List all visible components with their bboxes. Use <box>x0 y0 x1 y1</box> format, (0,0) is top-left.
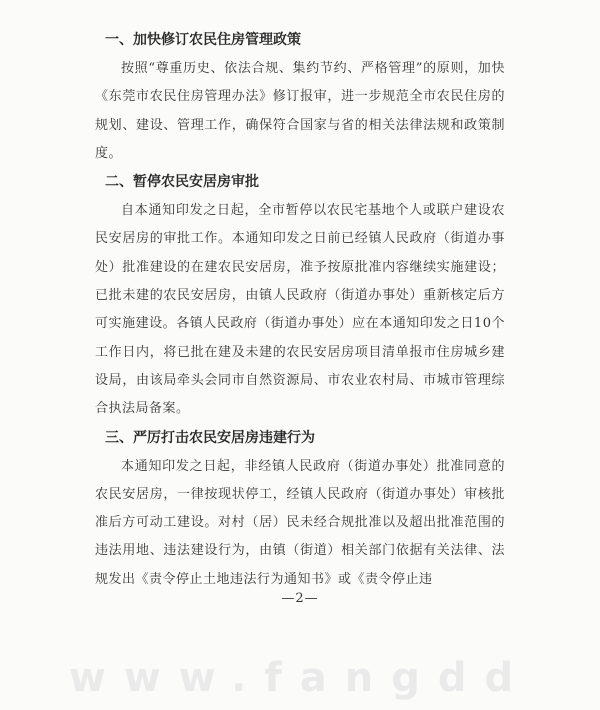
section-heading-1: 一、加快修订农民住房管理政策 <box>105 32 301 48</box>
section-heading-3: 三、严厉打击农民安居房违建行为 <box>105 429 315 446</box>
document-body <box>95 26 505 594</box>
section-paragraph-3: 本通知印发之日起，非经镇人民政府（街道办事处）批准同意的农民安居房，一律按现状停工，经镇人民政府（街道办事处）审核批准后方可动工建设。对村（居）民未经合规批准以及超出批准范围的违法用地、违法建设行为，由镇（街道）相关部门依据有关法律、法规发出《责令停止土地违法行为通知书》或《责令停止违 <box>95 458 505 587</box>
section-paragraph-1: 按照“尊重历史、依法合规、集约节约、严格管理”的原则，加快《东莞市农民住房管理办法》修订报审，进一步规范全市农民住房的规划、建设、管理工作，确保符合国家与省的相关法律法规和政策制度。 <box>95 61 505 161</box>
section-heading-2: 二、暂停农民安居房审批 <box>105 174 259 191</box>
page-number: —2— <box>281 591 319 606</box>
watermark: www.fangdd <box>68 655 532 701</box>
section-paragraph-2: 自本通知印发之日起，全市暂停以农民宅基地个人或联户建设农民安居房的审批工作。本通知印发之日前已经镇人民政府（街道办事处）批准建设的在建农民安居房，准予按原批准内容继续实施建设；已批未建的农民安居房，由镇人民政府（街道办事处）重新核定后方可实施建设。各镇人民政府（街道办事处）应在本通知印发之日10个工作日内，将已批在建及未建的农民安居房项目清单报市住房城乡建设局，由该局牵头会同市自然资源局、市农业农村局、市城市管理综合执法局备案。 <box>95 203 505 417</box>
